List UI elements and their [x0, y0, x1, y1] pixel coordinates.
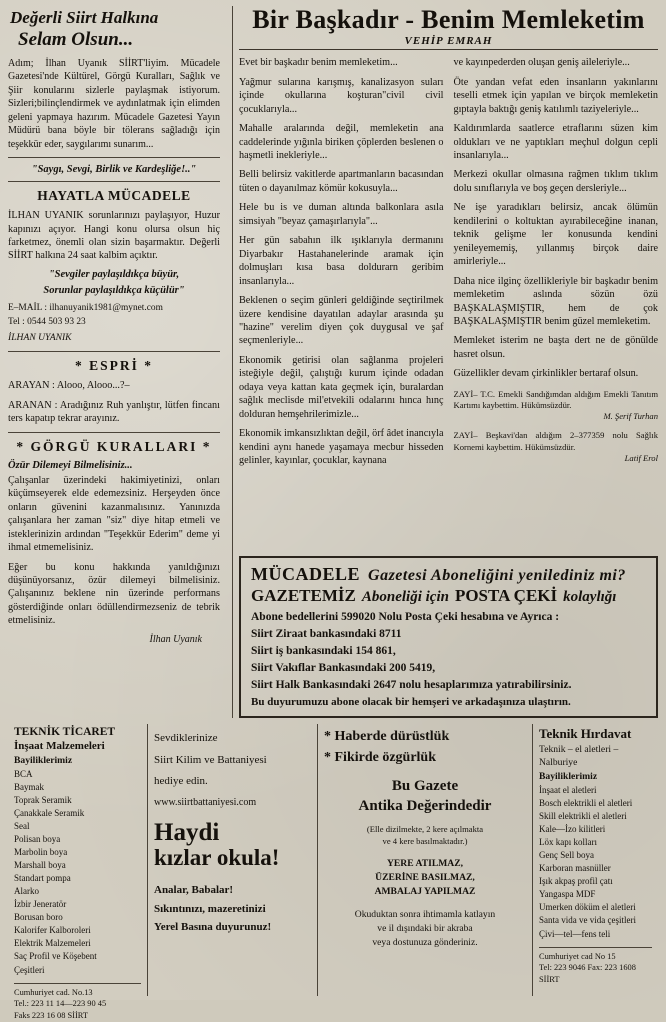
- feature-paragraph: Yağmur sularına karışmış, kanalizasyon suları içinde okullarına koşturan"civil civil çocuklarıyla...: [239, 76, 444, 115]
- subscription-ad-box[interactable]: [239, 556, 658, 718]
- list-item: Kalorifer Kalboroleri: [14, 925, 91, 936]
- tel-row: [8, 315, 220, 329]
- list-item: Elektrik Malzemeleri: [14, 938, 91, 949]
- email-value[interactable]: ilhanuyanik1981@mynet.com: [49, 302, 163, 313]
- list-item: Marshall boya: [14, 860, 66, 871]
- quote-sharing-line1: "Sevgiler paylaşıldıkça büyür,: [48, 268, 180, 280]
- gorgu-subtitle: Özür Dilemeyi Bilmelisiniz...: [8, 459, 133, 471]
- handling-line-3: AMBALAJ YAPILMAZ: [374, 886, 476, 898]
- feature-paragraph: Evet bir başkadır benim memleketim...: [239, 57, 398, 69]
- column-left-intro-body: [8, 57, 220, 152]
- feature-column-1: [239, 56, 444, 550]
- antique-value-line-1: Bu Gazete: [391, 778, 459, 794]
- feature-paragraph: ve kayınpederden oluşan geniş aileleriyle...: [453, 57, 630, 69]
- address-line: Cumhuriyet cad No 15: [539, 951, 616, 961]
- list-item: Çeşitleri: [14, 964, 45, 975]
- column-left-title-line2: Selam Olsun...: [18, 28, 134, 50]
- share-instructions: [324, 908, 526, 950]
- campaign-headline-2: kızlar okula!: [154, 845, 280, 871]
- feature-article: [239, 6, 658, 718]
- ad-teknik-ticaret[interactable]: [8, 724, 148, 1021]
- teknik-ticaret-brand-list: [14, 768, 141, 977]
- lost-document-notice: [454, 430, 659, 464]
- lost-document-notice: [454, 389, 659, 423]
- feature-columns: [239, 56, 658, 550]
- divider: [8, 181, 220, 182]
- list-item: İnşaat el aletleri: [539, 785, 597, 795]
- bottom-ad-strip: [8, 724, 658, 1021]
- printing-note: [324, 823, 526, 847]
- ad-subscription-for: Aboneliği için: [361, 589, 449, 605]
- phone-line: Tel.: 223 11 14—223 90 45: [14, 999, 107, 1009]
- ad-bank-row: Bu duyurumuzu abone olacak bir hemşeri ve arkadaşınıza ulaştırın.: [251, 696, 571, 708]
- list-item: Umerken döküm el aletleri: [539, 902, 636, 913]
- divider: [8, 351, 220, 352]
- campaign-note-3: Yerel Basına duyurunuz!: [154, 921, 272, 934]
- battaniye-line-3: hediye edin.: [154, 775, 208, 788]
- list-item: İzbir Jeneratör: [14, 899, 67, 910]
- espri-line2: ARANAN : Aradığınız Ruh yanlıştır, lütfen fincanı ters kapatıp tekrar arayınız.: [8, 399, 220, 425]
- feature-paragraph: Merkezi okullar olmasına rağmen tıklım tıklım dolu sınıflarıyla ve boş geçen dersleriyle...: [453, 169, 658, 194]
- feature-paragraph: Belli belirsiz vakitlerde apartmanların bacasından tüten o dayanılmaz kömür kokusuyla...: [239, 169, 444, 194]
- list-item: Işık akpaş profil çatı: [539, 876, 613, 887]
- section-heading-gorgu-kurallari: * GÖRGÜ KURALLARI *: [16, 438, 212, 454]
- share-line-2: ve il dışındaki bir akraba: [377, 922, 473, 934]
- teknik-hirdavat-title: Teknik Hırdavat: [539, 726, 632, 741]
- printing-note-line-1: (Elle dizilmekte, 2 kere açılmakta: [366, 823, 484, 834]
- teknik-hirdavat-subtitle-2: Nalburiye: [539, 757, 578, 768]
- list-item: Löx kapı kolları: [539, 837, 597, 848]
- feature-paragraph: Kaldırımlarda saatlerce etraflarını süzen kim oldukları ve ne yaptıkları meçhul dolgun cepli insanlarıyla...: [453, 123, 658, 162]
- battaniye-website-link[interactable]: www.siirtbattaniyesi.com: [154, 796, 257, 808]
- email-label: E–MAİL :: [8, 302, 50, 313]
- handling-line-2: ÜZERİNE BASILMAZ,: [375, 871, 475, 883]
- section-heading-hayatla-mucadele: HAYATLA MÜCADELE: [37, 188, 191, 204]
- teknik-ticaret-title-1: TEKNİK TİCARET: [14, 726, 116, 738]
- motto-line-2: * Fikirde özgürlük: [324, 750, 437, 765]
- battaniye-line-2: Siirt Kilim ve Battaniyesi: [154, 753, 267, 766]
- printing-note-line-2: ve 4 kere basılmaktadır.): [382, 835, 468, 846]
- list-item: Alarko: [14, 886, 39, 897]
- author-signature-top: İLHAN UYANIK: [8, 332, 72, 344]
- teknik-hirdavat-brand-list: [539, 784, 652, 941]
- antique-value-line-2: Antika Değerindedir: [358, 798, 492, 815]
- address-line: Cumhuriyet cad. No.13: [14, 987, 93, 997]
- teknik-ticaret-contact: [14, 983, 141, 1022]
- email-row: [8, 301, 220, 315]
- feature-headline: Bir Başkadır - Benim Memleketim: [252, 5, 645, 34]
- tel-label: Tel :: [8, 316, 28, 327]
- feature-paragraph: Öte yandan vefat eden insanların yakınlarını teselli etmek için yapılan ve birçok memleketin gıptayla baktığı geniş katılımlı taziyeleriyle...: [453, 76, 658, 115]
- divider: [8, 432, 220, 433]
- teknik-ticaret-subheading: Bayiliklerimiz: [14, 754, 73, 766]
- list-item: Karboran masnüller: [539, 863, 611, 874]
- list-item: Bosch elektrikli el aletleri: [539, 798, 633, 809]
- ad-bank-row: Siirt Vakıflar Bankasındaki 200 5419,: [251, 662, 436, 674]
- section-heading-espri: * ESPRİ *: [74, 358, 153, 374]
- gorgu-paragraph-1: Çalışanlar üzerindeki hakimiyetinizi, onları küçümseyerek elde edemezsiniz. Herşeyden önce onların güvenini kazanmalısınız. Yanınızda çalışanlara her zaman "siz" diye hitap etmeli ve isteklerinizin ardından "Teşekkür Ederim" deme yi ihmal etmemelisiniz.: [8, 474, 220, 554]
- city-line: SİİRT: [539, 975, 560, 985]
- top-section: [8, 6, 658, 718]
- handling-line-1: YERE ATILMAZ,: [386, 857, 464, 869]
- notice-text: ZAYİ– T.C. Emekli Sandığımdan aldığım Emekli Tanıtım Kartımı kaybettim. Hükümsüzdür.: [453, 388, 658, 410]
- gorgu-paragraph-2: Eğer bu konu hakkında yanıldığınızı düşünüyorsanız, özür dilemeyi bilmelisiniz. Çalışanınız beklene nin üzerinde performans gösterdiğinde onları ödüllendirmezseniz de tebrik etmelisiniz.: [8, 561, 220, 627]
- ad-teknik-hirdavat[interactable]: [533, 724, 658, 996]
- list-item: Çanakkale Seramik: [14, 807, 85, 818]
- ad-bank-row: Abone bedellerini 599020 Nolu Posta Çeki hesabına ve Ayrıca :: [251, 611, 560, 623]
- campaign-note-2: Sıkıntınızı, mazeretinizi: [154, 902, 266, 915]
- ad-bank-row: Siirt Halk Bankasındaki 2647 nolu hesaplarımıza yatırabilirsiniz.: [251, 679, 572, 691]
- teknik-hirdavat-subtitle-1: Teknik – el aletleri –: [539, 744, 619, 755]
- feature-paragraph: Güzellikler devam çirkinlikler bertaraf olsun.: [453, 368, 639, 380]
- list-item: Marbolin boya: [14, 847, 68, 858]
- hayatla-body: İLHAN UYANIK sorunlarınızı paylaşıyor, Huzur kapınızı açıyor. Hangi konu olursa olsun hiç farketmez, önemli olan sizin başarmaktır. Değerli SİİRT halkına 24 saat kalbim açıktır.: [8, 210, 220, 262]
- quote-brotherhood: "Saygı, Sevgi, Birlik ve Kardeşliğe!..": [31, 164, 197, 176]
- espri-line1: ARAYAN : Alooo, Alooo...?–: [8, 380, 130, 392]
- feature-paragraph: Memleket isterim ne başta dert ne de gönülde hasret olsun.: [453, 335, 658, 360]
- column-left-title-line1: Değerli Siirt Halkına: [10, 8, 159, 27]
- feature-paragraph: Ekonomik imkansızlıktan değil, örf âdet inancıyla kendini aynı hanede yaşamaya mecbur hisseden gelinler, kayınlar, çocuklar, kaynana: [239, 428, 444, 467]
- list-item: BCA: [14, 768, 33, 779]
- teknik-hirdavat-subheading: Bayiliklerimiz: [539, 771, 598, 782]
- ad-renewal-question: Gazetesi Aboneliğini yenilediniz mi?: [368, 567, 626, 584]
- list-item: Baymak: [14, 781, 44, 792]
- divider: [8, 157, 220, 158]
- ad-bank-row: Siirt iş bankasındaki 154 861,: [251, 645, 396, 657]
- teknik-ticaret-title-2: İnşaat Malzemeleri: [14, 739, 105, 752]
- tel-value: 0544 503 93 23: [27, 316, 86, 327]
- ad-siirt-battaniyesi[interactable]: [148, 724, 318, 996]
- list-item: Kale—İzo kilitleri: [539, 824, 606, 835]
- feature-paragraph: Beklenen o seçim günleri geldiğinde seçtirilmek üzere kendisine dayatılan adaylar arasında şu "hazine" verelim diyen çok duygusal ve şaf seçmenleriyle...: [239, 295, 444, 347]
- ad-line-1: [251, 564, 648, 585]
- list-item: Borusan boro: [14, 912, 63, 923]
- column-divider: [232, 6, 233, 718]
- quote-sharing-line2: Sorunlar paylaşıldıkça küçülür": [43, 284, 185, 296]
- campaign-note-1: Analar, Babalar!: [154, 884, 234, 897]
- notice-signature: M. Şerif Turhan: [603, 411, 658, 422]
- ad-convenience: kolaylığı: [563, 589, 617, 605]
- fax-line: Faks 223 16 08 SİİRT: [14, 1011, 88, 1021]
- phone-line: Tel: 223 9046 Fax: 223 1608: [539, 963, 636, 973]
- motto-line-1: * Haberde dürüstlük: [324, 729, 450, 744]
- feature-paragraph: Ne işe yaradıkları belirsiz, ancak ölümün kendilerini o koltuktan ayırabileceğine inanan, teknik gelişme ler konusunda kendini yenileyememiş, yıllanmış birçok daire amirleriyle...: [453, 202, 658, 268]
- list-item: Santa vida ve vida çeşitleri: [539, 915, 636, 926]
- feature-paragraph: Daha nice ilginç özellikleriyle bir başkadır benim memleketim aslında sözün özü BAŞKALAŞMIŞTIR, hem de çok BAŞKALAŞMIŞTIR benim güzel memleketim.: [453, 275, 658, 327]
- feature-column-2: [454, 56, 659, 550]
- share-line-3: veya dostunuza gönderiniz.: [372, 936, 478, 948]
- feature-paragraph: Her gün sabahın ilk ışıklarıyla dermanını Diyarbakır Hastahanelerinde aramak için dolmuşları kısa basa doldurarn geribim insanlarıyla...: [239, 235, 444, 287]
- list-item: Toprak Seramik: [14, 794, 72, 805]
- contact-block: [8, 301, 220, 346]
- feature-paragraph: Hele bu is ve duman altında balkonlara asıla simsiyah "beyaz çamaşırlarıyla"...: [239, 202, 444, 227]
- campaign-headline-1: Haydi: [154, 818, 220, 846]
- notice-signature: Latif Erol: [624, 452, 658, 463]
- feature-paragraph: Ekonomik getirisi olan sağlanma projeleri isteğiyle değil, çalıştığı kurum içinde odadan odaya veya kattan kata geçmek için, buralardan sağlık meclisde mil'etvekili odalarını hınca hınç dolduran hemşehrilerimizle...: [239, 354, 444, 420]
- list-item: Seal: [14, 820, 30, 831]
- list-item: Saç Profil ve Köşebent: [14, 951, 97, 962]
- feature-paragraph: Mahalle aralarında değil, memleketin ana caddelerinde yığınla biriken çöplerden beslenen o haşmetli inekleriyle...: [239, 123, 444, 162]
- list-item: Genç Sell boya: [539, 850, 594, 861]
- list-item: Yangaspa MDF: [539, 889, 596, 900]
- ad-brand-gazetemiz: GAZETEMİZ: [251, 586, 356, 605]
- handling-instructions: [324, 857, 526, 900]
- intro-paragraph: Adım; İlhan Uyanık SİİRT'liyim. Mücadele Gazetesi'nde Kültürel, Görgü Kuralları, Sağlık ve Şiir konularını sizlerle paylaşmak istiyorum. Sizleri;bilinçlendirmek ve aydınlatmak için elimden geleni yapmaya hazırım. Mücadele Gazetesi Yayın Müdürü bana böyle bir tölerans sağladığı için teşekkür eder, saygılarımı sunarım...: [8, 57, 220, 150]
- ad-newspaper-motto: [318, 724, 533, 996]
- ad-line-2: [251, 586, 648, 606]
- teknik-hirdavat-contact: [539, 947, 652, 986]
- ad-posta-ceki: POSTA ÇEKİ: [454, 586, 558, 605]
- ad-brand-mucadele: MÜCADELE: [251, 564, 361, 584]
- battaniye-line-1: Sevdiklerinize: [154, 732, 218, 744]
- author-signature-bottom: İlhan Uyanık: [149, 633, 202, 645]
- column-left: [8, 6, 226, 718]
- list-item: Standart pompa: [14, 873, 71, 884]
- list-item: Çivi—tel—fens teli: [539, 928, 611, 939]
- list-item: Skill elektrikli el aletleri: [539, 811, 627, 822]
- share-line-1: Okuduktan sonra ihtimamla katlayın: [354, 908, 496, 920]
- notice-text: ZAYİ– Beşkavi'dan aldığım 2–377359 nolu Sağlık Kornemi kaybettim. Hükümsüzdür.: [453, 430, 658, 452]
- ad-bank-row: Siirt Ziraat bankasındaki 8711: [251, 628, 402, 640]
- list-item: Polisan boya: [14, 834, 61, 845]
- feature-byline: VEHİP EMRAH: [239, 35, 658, 50]
